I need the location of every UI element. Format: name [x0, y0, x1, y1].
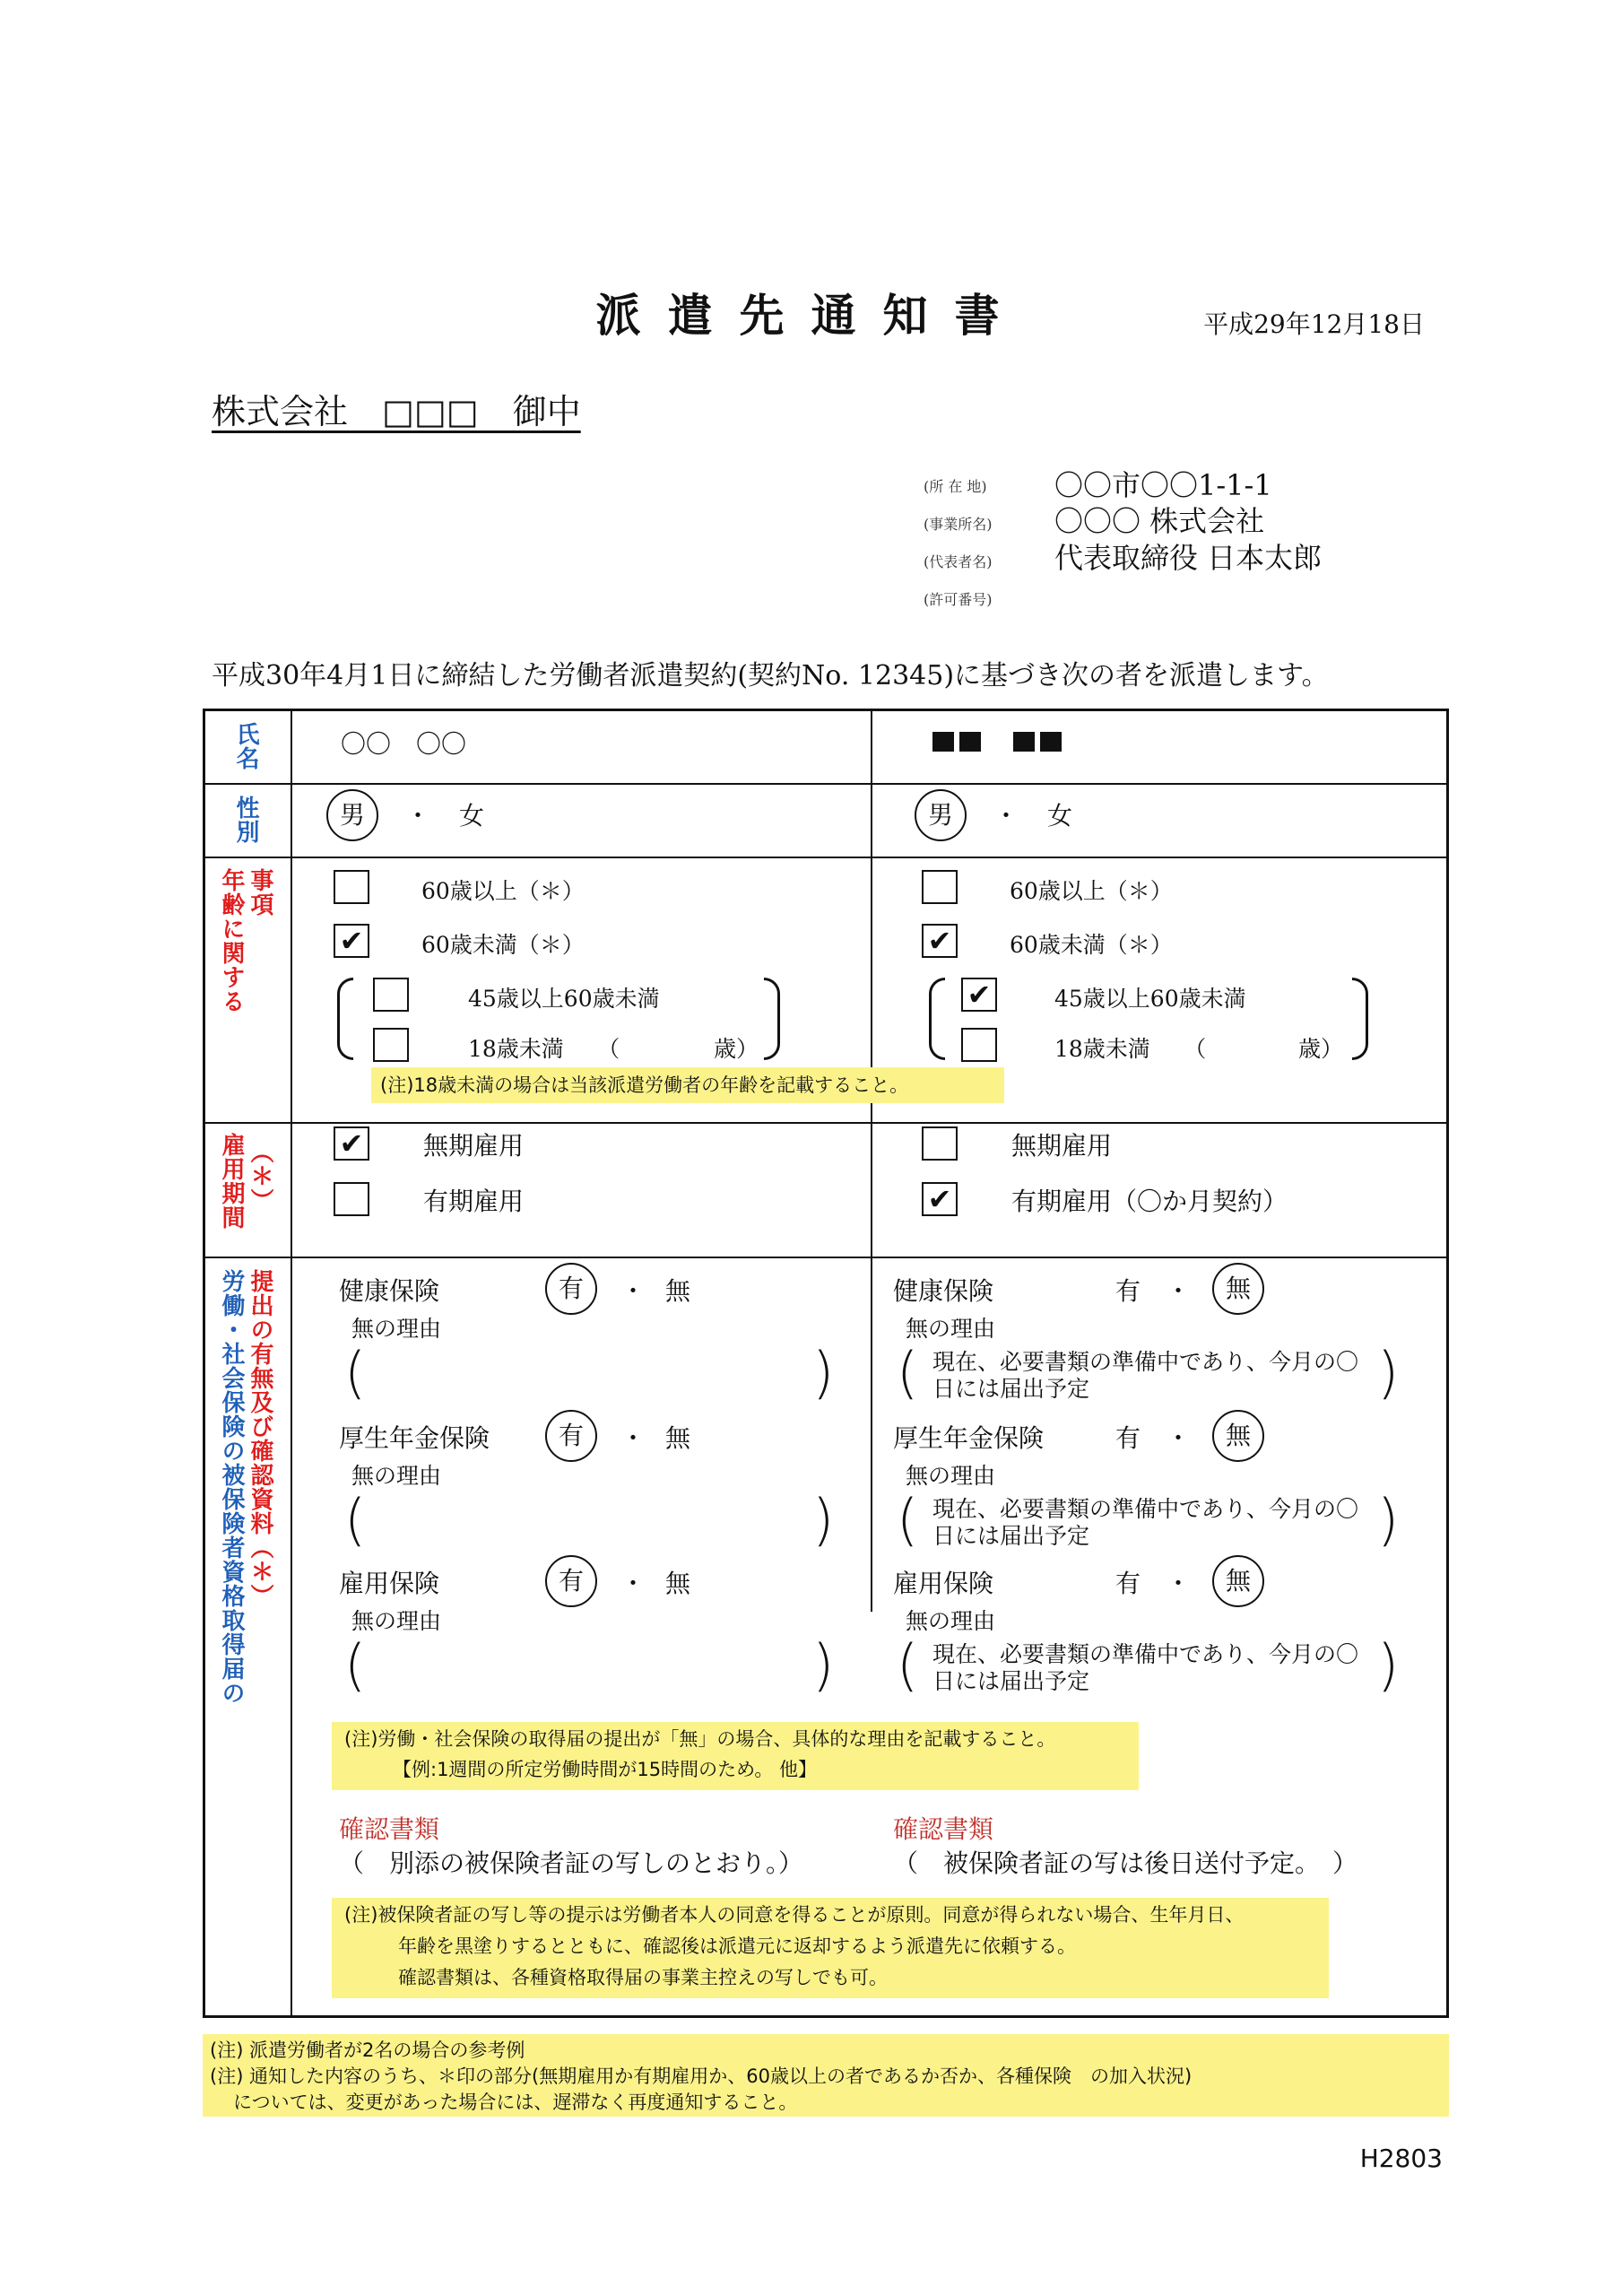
w2-age45-checkbox[interactable]: ✔ [961, 978, 997, 1012]
confirmation-note-line3: 確認書類は、各種資格取得届の事業主控えの写しでも可。 [398, 1967, 888, 1988]
bottom-note-line3: については、変更があった場合には、遅滞なく再度通知すること。 [233, 2092, 798, 2113]
confirmation-note-line2: 年齢を黒塗りするとともに、確認後は派遣元に返却するよう派遣先に依頼する。 [398, 1935, 1076, 1957]
bracket-right [764, 978, 780, 1060]
office-name: 〇〇〇 株式会社 [1054, 504, 1265, 538]
w1-age45-checkbox[interactable] [373, 978, 409, 1012]
addressee: 株式会社 □□□ 御中 [212, 392, 581, 431]
insurance-note-line1: (注)労働・社会保険の取得届の提出が「無」の場合、具体的な理由を記載すること。 [344, 1728, 1056, 1750]
paren-close: ) [812, 1632, 835, 1698]
w1-employment-ins-yes-circled: 有 [545, 1555, 597, 1607]
separator-dot: ・ [1166, 1423, 1192, 1453]
office-label: (事業所名) [924, 516, 993, 533]
worker-divider [871, 711, 872, 1612]
w2-employment-ins-reason: 現在、必要書類の準備中であり、今月の〇日には届出予定 [932, 1641, 1359, 1694]
w2-pension-label: 厚生年金保険 [893, 1423, 1045, 1453]
w2-age60over-label: 60歳以上（＊） [1010, 878, 1173, 904]
paren-close: ) [812, 1487, 835, 1552]
label-sex: 性別 [232, 796, 259, 844]
row-divider [205, 1257, 1446, 1258]
w2-age18-checkbox[interactable] [961, 1028, 997, 1062]
worker1-male-circled: 男 [326, 789, 378, 841]
w1-age60over-label: 60歳以上（＊） [421, 878, 585, 904]
w1-pension-yes-circled: 有 [545, 1410, 597, 1462]
bottom-note-line2: (注) 通知した内容のうち、＊印の部分(無期雇用か有期雇用か、60歳以上の者であるか否か、各種保険 の加入状況) [210, 2066, 1193, 2087]
w1-age60under-label: 60歳未満（＊） [421, 932, 585, 958]
separator-dot: ・ [1166, 1569, 1192, 1598]
bottom-note-line1: (注) 派遣労働者が2名の場合の参考例 [210, 2039, 525, 2061]
representative: 代表取締役 日本太郎 [1054, 541, 1323, 575]
w1-age45-label: 45歳以上60歳未満 [468, 986, 660, 1012]
col-divider [291, 711, 292, 2015]
label-name: 氏名 [232, 722, 259, 770]
paren-close: ) [1377, 1340, 1400, 1405]
paren-open: ( [344, 1487, 367, 1552]
w2-pension-reason: 現在、必要書類の準備中であり、今月の〇日には届出予定 [932, 1496, 1359, 1549]
w1-health-yes-circled: 有 [545, 1263, 597, 1315]
w1-health-label: 健康保険 [339, 1276, 440, 1306]
w1-pension-label: 厚生年金保険 [339, 1423, 490, 1453]
redaction-block [932, 732, 954, 752]
w1-employment-ins-no: 無 [665, 1569, 691, 1598]
separator-dot: ・ [405, 801, 431, 831]
permit-label: (許可番号) [924, 591, 993, 608]
worker1-name: 〇〇 〇〇 [341, 729, 467, 759]
document-title: 派遣先通知書 [595, 290, 1027, 342]
label-insurance-2: 労働・社会保険の被保険者資格取得届の [218, 1269, 245, 1705]
row-divider [205, 857, 1446, 858]
paren-open: ( [897, 1340, 919, 1405]
confirmation-note-line1: (注)被保険者証の写し等の提示は労働者本人の同意を得ることが原則。同意が得られない場合、生年月日、 [344, 1904, 1245, 1926]
paren-close: ) [1377, 1487, 1400, 1552]
paren-open: ( [344, 1632, 367, 1698]
w2-kakunin-label: 確認書類 [893, 1814, 994, 1844]
w1-age-unit: 歳） [714, 1036, 759, 1062]
w2-pension-yes: 有 [1115, 1423, 1141, 1453]
label-employment-1: 雇用期間 [218, 1133, 245, 1230]
paren-open: ( [344, 1340, 367, 1405]
w1-kakunin-label: 確認書類 [339, 1814, 440, 1844]
paren-close: ) [1377, 1632, 1400, 1698]
w2-age45-label: 45歳以上60歳未満 [1054, 986, 1246, 1012]
w1-indefinite-checkbox[interactable]: ✔ [334, 1126, 369, 1161]
w2-age60under-label: 60歳未満（＊） [1010, 932, 1173, 958]
w2-age-unit: 歳） [1298, 1036, 1344, 1062]
separator-dot: ・ [620, 1569, 646, 1598]
w1-age60under-checkbox[interactable]: ✔ [334, 924, 369, 958]
confirmation-note [332, 1898, 1329, 1998]
w1-pension-reason-label: 無の理由 [351, 1463, 442, 1489]
w1-health-reason-label: 無の理由 [351, 1316, 442, 1342]
w1-age18-checkbox[interactable] [373, 1028, 409, 1062]
w1-fixed-checkbox[interactable] [334, 1182, 369, 1216]
insurance-note-line2: 【例:1週間の所定労働時間が15時間のため。 他】 [393, 1759, 817, 1780]
row-divider [205, 1122, 1446, 1124]
w2-employment-ins-reason-label: 無の理由 [906, 1608, 996, 1634]
w1-age18-label: 18歳未満 （ [468, 1036, 620, 1062]
paren-open: ( [897, 1632, 919, 1698]
worker2-name [932, 725, 1067, 754]
bottom-notes [203, 2034, 1449, 2117]
redaction-block [959, 732, 981, 752]
w2-health-label: 健康保険 [893, 1276, 994, 1306]
w2-age60over-checkbox[interactable] [922, 870, 958, 904]
worker2-male-circled: 男 [915, 789, 967, 841]
label-age-2: 年齢に関する [218, 868, 245, 1013]
w1-health-no: 無 [665, 1276, 691, 1306]
age-note: (注)18歳未満の場合は当該派遣労働者の年齢を記載すること。 [371, 1067, 1004, 1103]
w2-fixed-checkbox[interactable]: ✔ [922, 1182, 958, 1216]
label-insurance-1: 提出の有無及び確認資料（＊） [247, 1269, 273, 1608]
insurance-note [332, 1722, 1139, 1790]
paren-open: ( [897, 1487, 919, 1552]
intro-text: 平成30年4月1日に締結した労働者派遣契約(契約No. 12345)に基づき次の者を派遣します。 [212, 660, 1329, 691]
w1-fixed-label: 有期雇用 [423, 1187, 525, 1216]
w1-age60over-checkbox[interactable] [334, 870, 369, 904]
separator-dot: ・ [1166, 1276, 1192, 1306]
w2-pension-reason-label: 無の理由 [906, 1463, 996, 1489]
bracket-right [1352, 978, 1368, 1060]
redaction-block [1013, 732, 1035, 752]
w2-employment-ins-yes: 有 [1115, 1569, 1141, 1598]
row-divider [205, 783, 1446, 785]
w2-health-yes: 有 [1115, 1276, 1141, 1306]
w2-indefinite-label: 無期雇用 [1011, 1131, 1113, 1161]
paren-close: ) [812, 1340, 835, 1405]
w2-pension-no-circled: 無 [1212, 1410, 1264, 1462]
redaction-block [1040, 732, 1062, 752]
w2-employment-ins-label: 雇用保険 [893, 1569, 994, 1598]
w2-kakunin-text: （ 被保険者証の写は後日送付予定。 ） [893, 1848, 1358, 1878]
w2-health-reason: 現在、必要書類の準備中であり、今月の〇日には届出予定 [932, 1349, 1359, 1402]
w2-indefinite-checkbox[interactable] [922, 1126, 958, 1161]
label-employment-2: （＊） [247, 1140, 273, 1213]
separator-dot: ・ [993, 801, 1019, 831]
w1-employment-ins-label: 雇用保険 [339, 1569, 440, 1598]
label-age-1: 事項 [247, 868, 273, 917]
w2-health-no-circled: 無 [1212, 1263, 1264, 1315]
w1-indefinite-label: 無期雇用 [423, 1131, 525, 1161]
worker1-female: 女 [459, 801, 485, 831]
w2-fixed-label: 有期雇用（〇か月契約） [1011, 1187, 1288, 1216]
form-code: H2803 [1359, 2144, 1443, 2173]
issue-date: 平成29年12月18日 [1203, 309, 1425, 339]
row-end [205, 2021, 1446, 2022]
rep-label: (代表者名) [924, 553, 993, 570]
worker2-female: 女 [1047, 801, 1073, 831]
separator-dot: ・ [620, 1423, 646, 1453]
bracket-left [929, 978, 945, 1060]
address-label: (所 在 地) [924, 478, 987, 495]
w2-age18-label: 18歳未満 （ [1054, 1036, 1207, 1062]
separator-dot: ・ [620, 1276, 646, 1306]
address: 〇〇市〇〇1-1-1 [1054, 468, 1272, 502]
bracket-left [337, 978, 353, 1060]
w1-pension-no: 無 [665, 1423, 691, 1453]
w2-age60under-checkbox[interactable]: ✔ [922, 924, 958, 958]
w1-kakunin-text: （ 別添の被保険者証の写しのとおり。） [339, 1848, 804, 1878]
w2-health-reason-label: 無の理由 [906, 1316, 996, 1342]
w1-employment-ins-reason-label: 無の理由 [351, 1608, 442, 1634]
w2-employment-ins-no-circled: 無 [1212, 1555, 1264, 1607]
